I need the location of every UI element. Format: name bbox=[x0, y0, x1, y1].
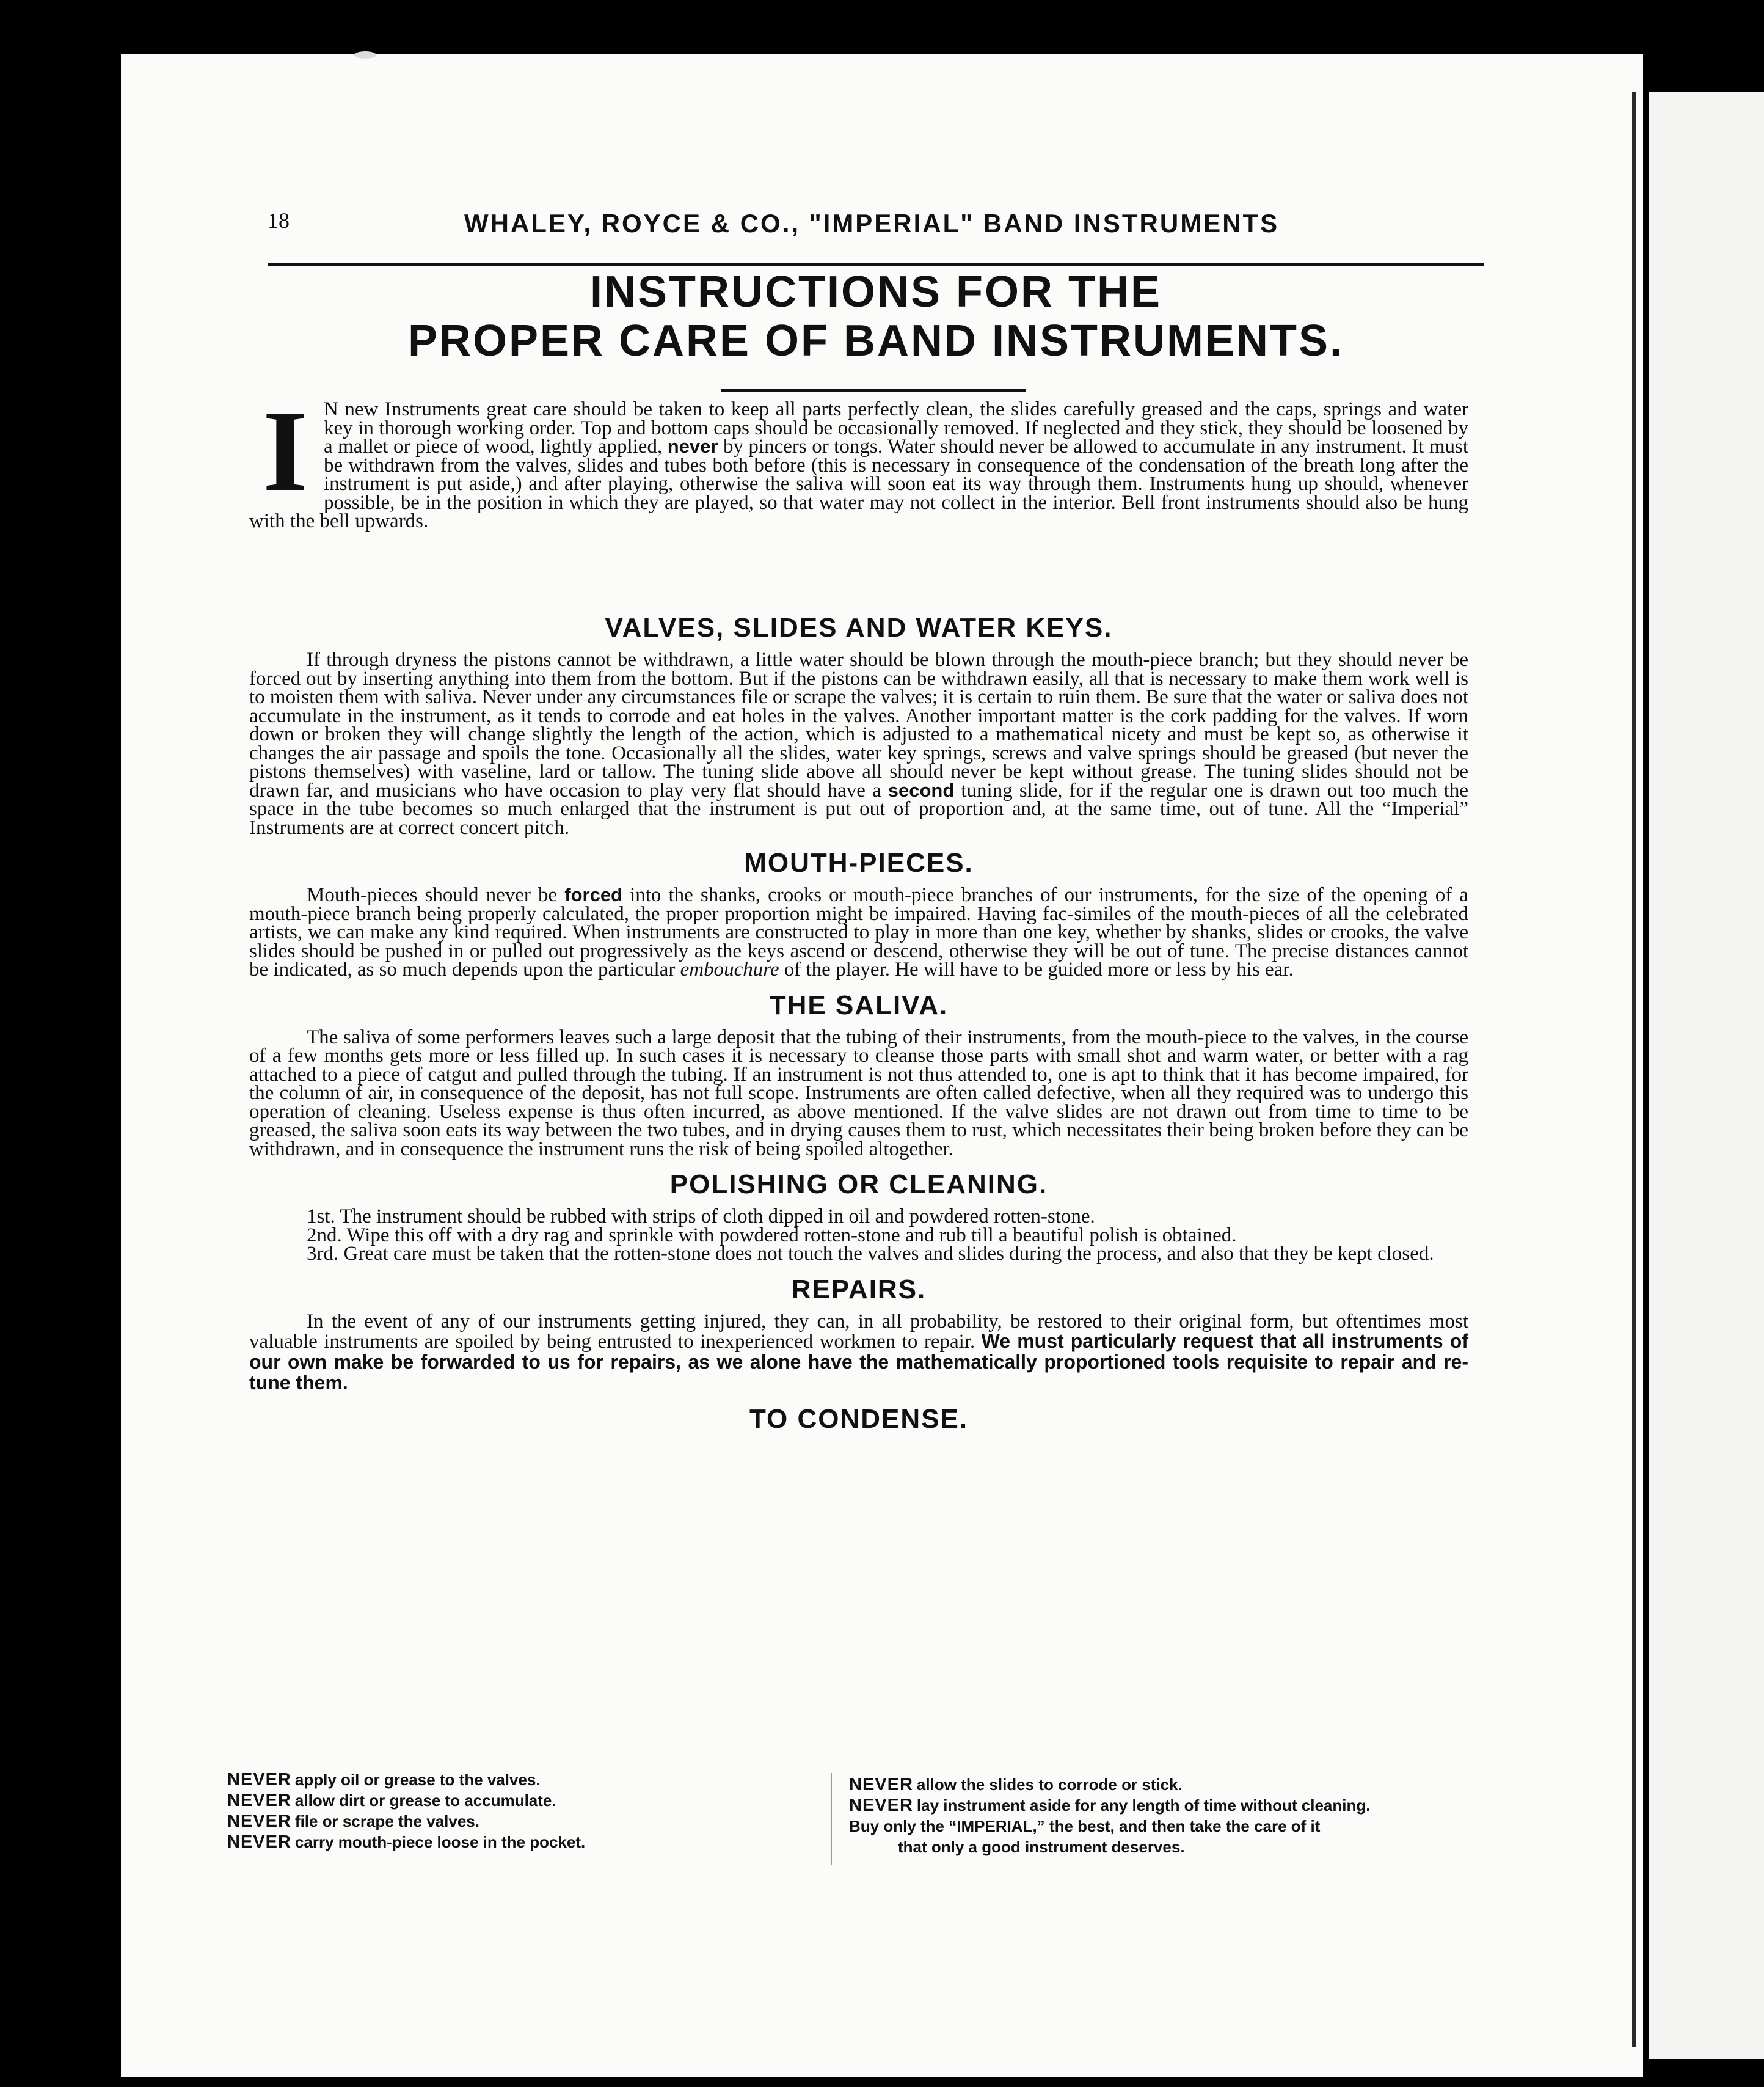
condense-item-text: apply oil or grease to the valves. bbox=[294, 1771, 541, 1789]
header-rule bbox=[268, 263, 1484, 266]
title-rule bbox=[721, 389, 1026, 392]
intro-paragraph bbox=[249, 387, 1469, 602]
mouthpieces-italic: embouchure bbox=[680, 959, 779, 981]
condense-closing-1: Buy only the “IMPERIAL,” the best, and then take the care of it bbox=[849, 1817, 1321, 1835]
valves-text-b: tuning slide, for if the regular one is drawn out too much the space in the tube becomes so much enlarged that the instrument is put out of proportion and, at the same time, out of tune. All the “Imperial” Instruments are at correct concert pitch. bbox=[249, 779, 1469, 839]
condense-item bbox=[227, 1769, 826, 1790]
condense-item bbox=[227, 1832, 826, 1852]
repairs-strong-text: We must particularly request that all instruments of our own make be forwarded to us for repairs, as we alone have the mathematically proportioned tools requisite to repair and re-tune them. bbox=[249, 1330, 1468, 1394]
valves-paragraph bbox=[249, 651, 1468, 837]
never-label: NEVER bbox=[849, 1796, 913, 1815]
condense-summary bbox=[227, 1769, 1461, 1885]
condense-right-column bbox=[849, 1774, 1460, 1857]
intro-text-b: by pincers or tongs. Water should never be allowed to accumulate in any instrument. It must be withdrawn from the valves, slides and tubes both before (this is necessary in consequence of the condensation of the breath long after the instrument is put aside,) and after playing, otherwise the saliva will soon eat its way through them. Instruments hung up should, whenever possible, be in the position in which they are played, so that water may not collect in the interior. Bell front instruments should also be hung with the bell upwards. bbox=[249, 436, 1469, 532]
saliva-heading: THE SALIVA. bbox=[769, 990, 949, 1020]
condense-divider bbox=[831, 1773, 832, 1865]
never-label: NEVER bbox=[227, 1770, 291, 1789]
drop-cap: I bbox=[263, 387, 308, 516]
never-label: NEVER bbox=[227, 1811, 291, 1831]
mouthpieces-text-b: into the shanks, crooks or mouth-piece branches of our instruments, for the size of the opening of a mouth-piece branch being properly calculated, the proper proportion might be impaired. Having fac-similes of the mouth-pieces of all the celebrated artists, we can make any kind required. When instruments are constructed to play in more than one key, whether by shanks, slides or crooks, the valve slides should be pushed in or pulled out progressively as the keys ascend or descend, otherwise they will be out of tune. The precise distances cannot be indicated, as so much depends upon the particular bbox=[249, 884, 1469, 981]
mouthpieces-text-c: of the player. He will have to be guided more or less by his ear. bbox=[784, 959, 1294, 981]
intro-text-a: N new Instruments great care should be taken to keep all parts perfectly clean, the slides carefully greased and the caps, springs and water key in thorough working order. Top and bottom caps should be occasionally removed. If neglected and they stick, they should be loosened by a mallet or piece of wood, lightly applied, bbox=[323, 398, 1468, 458]
condense-item-text: allow dirt or grease to accumulate. bbox=[294, 1791, 556, 1810]
mouthpieces-emphasis: forced bbox=[564, 884, 622, 905]
valves-heading: VALVES, SLIDES AND WATER KEYS. bbox=[605, 613, 1113, 643]
condense-item-text: carry mouth-piece loose in the pocket. bbox=[294, 1833, 586, 1851]
condense-item bbox=[849, 1774, 1460, 1795]
running-header bbox=[268, 203, 1485, 252]
intro-emphasis: never bbox=[667, 436, 718, 457]
condense-item-text: file or scrape the valves. bbox=[294, 1812, 479, 1830]
never-label: NEVER bbox=[227, 1832, 291, 1852]
mouthpieces-heading: MOUTH-PIECES. bbox=[744, 848, 974, 878]
page-title bbox=[268, 268, 1484, 365]
condense-left-column bbox=[227, 1769, 826, 1852]
facing-page-edge bbox=[1649, 92, 1764, 2059]
mouthpieces-text-a: Mouth-pieces should never be bbox=[307, 884, 558, 906]
never-label: NEVER bbox=[227, 1791, 291, 1810]
running-title: WHALEY, ROYCE & CO., "IMPERIAL" BAND INSTRUMENTS bbox=[464, 209, 1280, 238]
polishing-heading: POLISHING OR CLEANING. bbox=[669, 1169, 1048, 1199]
polishing-step-1: 1st. The instrument should be rubbed with strips of cloth dipped in oil and powdered rotten-stone. bbox=[307, 1205, 1095, 1227]
condense-item bbox=[227, 1790, 826, 1811]
valves-emphasis: second bbox=[887, 779, 955, 801]
article-body bbox=[249, 387, 1469, 1442]
condense-heading: TO CONDENSE. bbox=[749, 1404, 969, 1434]
condense-item-text: allow the slides to corrode or stick. bbox=[916, 1775, 1183, 1794]
mouthpieces-paragraph bbox=[249, 886, 1468, 979]
title-line-2: PROPER CARE OF BAND INSTRUMENTS. bbox=[407, 316, 1344, 365]
condense-item bbox=[227, 1811, 826, 1832]
never-label: NEVER bbox=[849, 1775, 913, 1794]
page-number: 18 bbox=[268, 208, 290, 233]
valves-text-a: If through dryness the pistons cannot be withdrawn, a little water should be blown through the mouth-piece branch; but they should never be forced out by inserting anything into them from the bottom. But if the pistons can be withdrawn easily, all that is necessary to make them work well is to moisten them with saliva. Never under any circumstances file or scrape the valves; it is certain to ruin them. Be sure that the water or saliva does not accumulate in the instrument, as it tends to corrode and eat holes in the valves. Another important matter is the cork padding for the valves. If worn down or broken they will change slightly the length of the action, which is adjusted to a mathematical nicety and must be kept so, as otherwise it changes the air passage and spoils the tone. Occasionally all the slides, water key springs, screws and valve springs should be greased (but never the pistons themselves) with vaseline, lard or tallow. The tuning slide above all should never be kept without grease. The tuning slides should not be drawn far, and musicians who have occasion to play very flat should have a bbox=[249, 649, 1468, 802]
polishing-step-3: 3rd. Great care must be taken that the rotten-stone does not touch the valves and slides during the process, and also that they be kept closed. bbox=[307, 1243, 1434, 1265]
saliva-paragraph: The saliva of some performers leaves such a large deposit that the tubing of their instruments, from the mouth-piece to the valves, in the course of a few months gets more or less filled up. In such cases it is necessary to cleanse those parts with small shot and warm water, or better with a rag attached to a piece of catgut and pulled through the tubing. If an instrument is not thus attended to, one is apt to think that it has become impaired, for the column of air, in consequence of the deposit, has not full scope. Instruments are often called defective, when all they required was to undergo this operation of cleaning. Useless expense is thus often incurred, as above mentioned. If the valve slides are not drawn out from time to time to be greased, the saliva soon eats its way between the two tubes, and in drying causes them to rust, which necessitates their being broken before they can be withdrawn, and in consequence the instrument runs the risk of being spoiled altogether. bbox=[249, 1026, 1468, 1160]
condense-closing-2: that only a good instrument deserves. bbox=[898, 1838, 1185, 1856]
repairs-paragraph bbox=[249, 1312, 1468, 1394]
condense-item-text: lay instrument aside for any length of time without cleaning. bbox=[916, 1796, 1371, 1815]
repairs-heading: REPAIRS. bbox=[791, 1274, 927, 1304]
page-gutter bbox=[1632, 92, 1636, 2047]
scan-speck bbox=[354, 51, 376, 59]
title-line-1: INSTRUCTIONS FOR THE bbox=[590, 268, 1162, 316]
polishing-step-2: 2nd. Wipe this off with a dry rag and sprinkle with powdered rotten-stone and rub till a beautiful polish is obtained. bbox=[307, 1224, 1237, 1246]
condense-item bbox=[849, 1795, 1460, 1816]
repairs-text: In the event of any of our instruments getting injured, they can, in all probability, be restored to their original form, but oftentimes most valuable instruments are spoiled by being entrusted to inexperienced workmen to repair. bbox=[249, 1310, 1468, 1353]
